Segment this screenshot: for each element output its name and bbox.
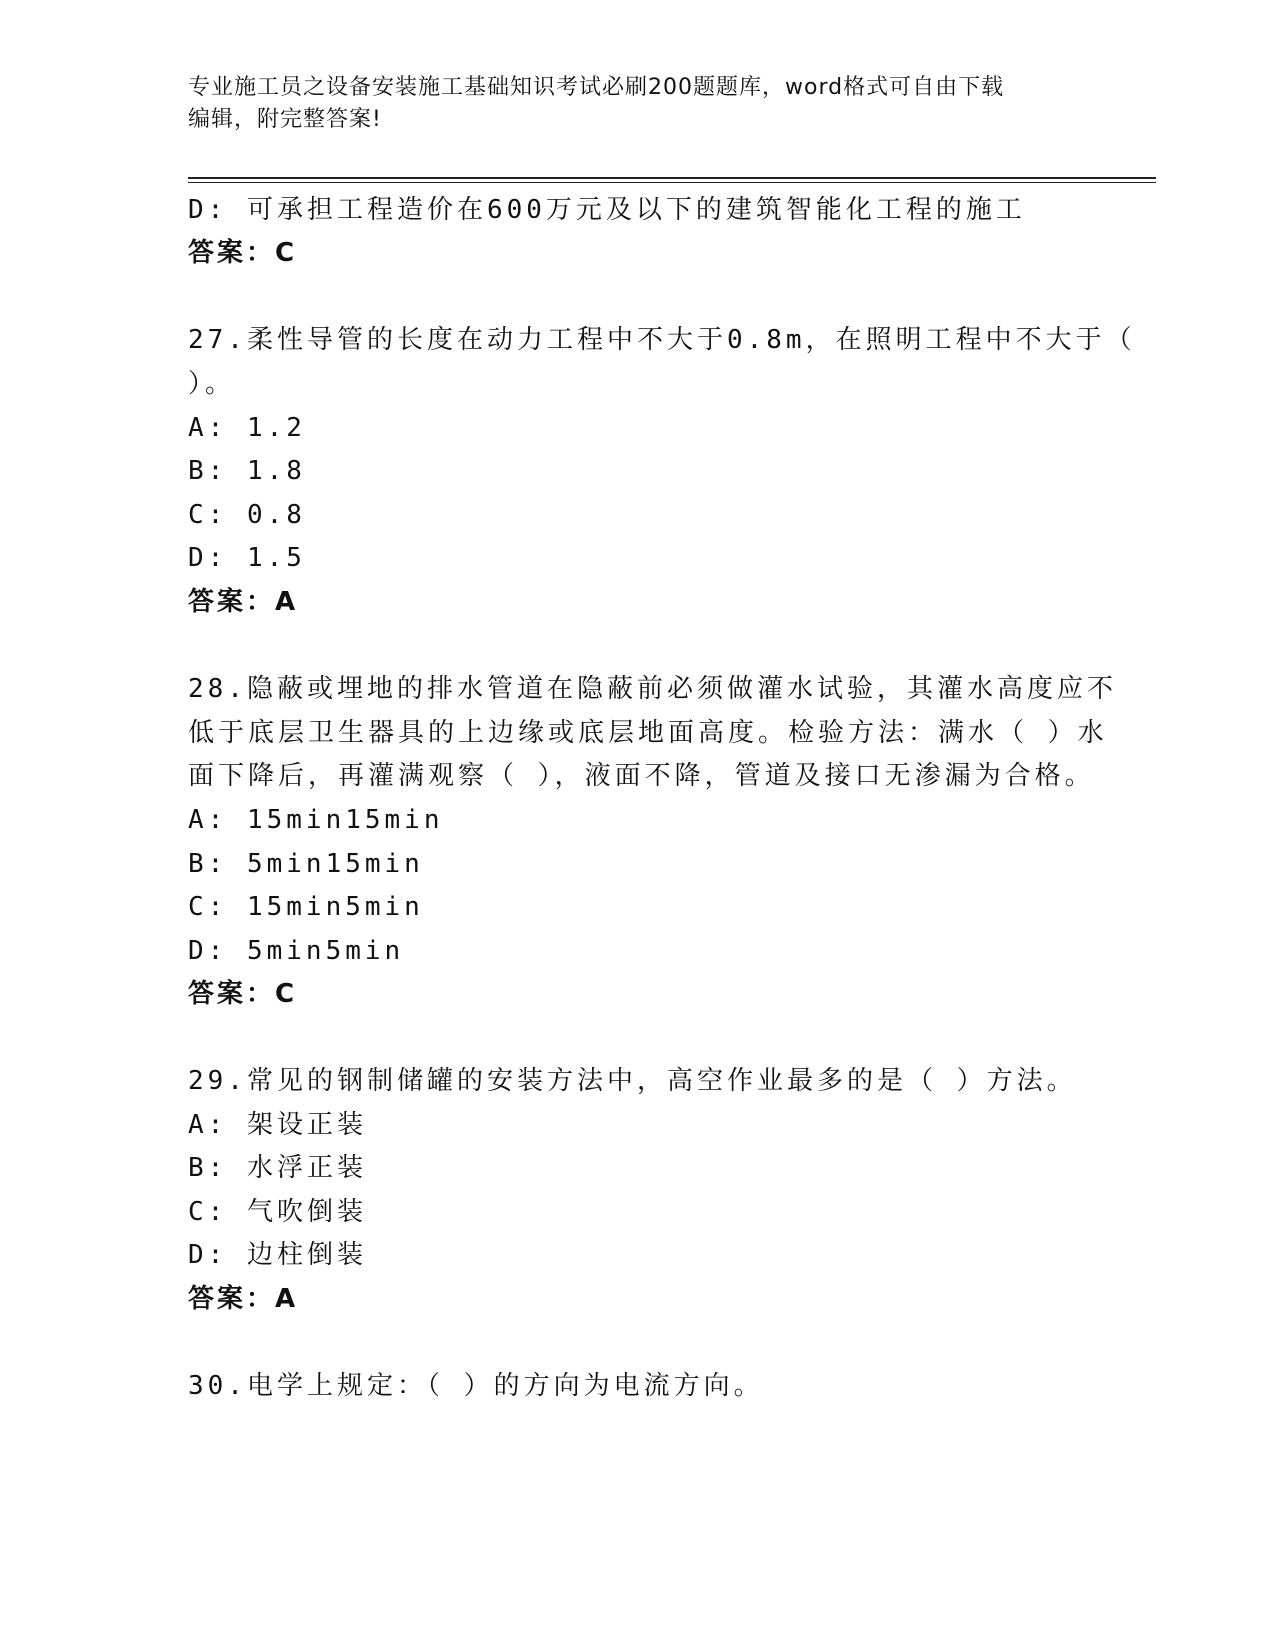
- q27-option-a: A: 1.2: [188, 413, 306, 443]
- q28-stem-line-1: 28.隐蔽或埋地的排水管道在隐蔽前必须做灌水试验，其灌水高度应不: [188, 674, 1117, 704]
- header-divider-thin: [188, 182, 1156, 183]
- document-header: [188, 72, 1088, 136]
- q28-answer: 答案：C: [188, 979, 298, 1009]
- q27-option-c: C: 0.8: [188, 500, 306, 530]
- q28-stem-line-3: 面下降后，再灌满观察（ ），液面不降，管道及接口无渗漏为合格。: [188, 761, 1095, 791]
- q28-stem-line-2: 低于底层卫生器具的上边缘或底层地面高度。检验方法：满水（ ）水: [188, 718, 1108, 748]
- q29-answer: 答案：A: [188, 1284, 299, 1314]
- header-line-2: 编辑，附完整答案!: [188, 107, 382, 132]
- q29-option-d: D: 边柱倒装: [188, 1240, 367, 1270]
- q29-option-a: A: 架设正装: [188, 1110, 367, 1140]
- q26-option-d: D: 可承担工程造价在600万元及以下的建筑智能化工程的施工: [188, 195, 1026, 225]
- q28-option-d: D: 5min5min: [188, 936, 405, 966]
- q29-stem: 29.常见的钢制储罐的安装方法中，高空作业最多的是（ ）方法。: [188, 1066, 1077, 1096]
- q27-stem-line-2: ）。: [188, 369, 236, 399]
- q27-option-d: D: 1.5: [188, 543, 306, 573]
- header-divider-thick: [188, 177, 1156, 179]
- q27-answer: 答案：A: [188, 587, 299, 617]
- q30-stem: 30.电学上规定：（ ）的方向为电流方向。: [188, 1371, 764, 1401]
- q27-option-b: B: 1.8: [188, 456, 306, 486]
- q27-stem-line-1: 27.柔性导管的长度在动力工程中不大于0.8m，在照明工程中不大于（: [188, 325, 1136, 355]
- q29-option-c: C: 气吹倒装: [188, 1197, 367, 1227]
- header-line-1: 专业施工员之设备安装施工基础知识考试必刷200题题库，word格式可自由下载: [188, 75, 1005, 100]
- q29-option-b: B: 水浮正装: [188, 1153, 367, 1183]
- q28-option-a: A: 15min15min: [188, 805, 444, 835]
- q26-answer: 答案：C: [188, 238, 298, 268]
- q28-option-c: C: 15min5min: [188, 892, 424, 922]
- q28-option-b: B: 5min15min: [188, 849, 424, 879]
